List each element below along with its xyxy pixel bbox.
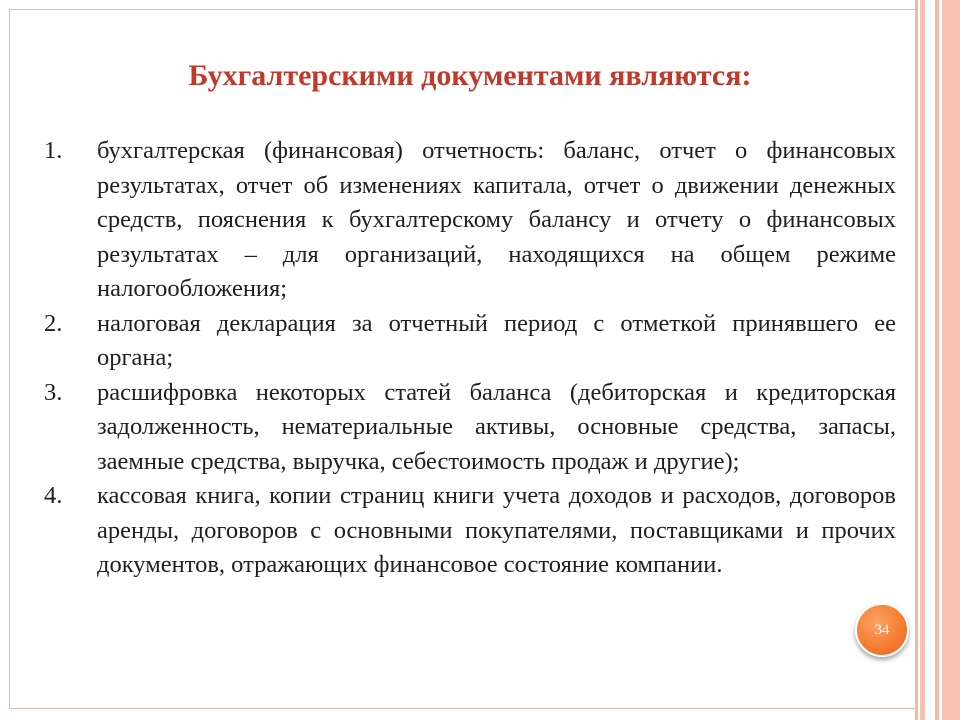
- list-item-text: бухгалтерская (финансовая) отчетность: баланс, отчет о финансовых результатах, отчет об изменениях капитала, отчет о движении денежных средств, пояснения к бухгалтерскому балансу и отчету о финансовых результатах – для организаций, находящихся на общем режиме налогообложения;: [97, 137, 896, 302]
- page-number-badge: 34: [855, 603, 909, 657]
- list-item-text: кассовая книга, копии страниц книги учета доходов и расходов, договоров аренды, договоров с основными покупателями, поставщиками и прочих документов, отражающих финансовое состояние компании.: [97, 482, 896, 578]
- stripe-gap: [925, 0, 935, 720]
- decorative-stripes: [915, 0, 960, 720]
- stripe: [942, 0, 960, 720]
- list-item: [44, 134, 896, 307]
- list-item-number: 1.: [44, 137, 63, 164]
- list-item-number: 3.: [44, 378, 63, 406]
- list-item: [44, 479, 896, 583]
- documents-list: [44, 134, 896, 583]
- list-item-number: 2.: [44, 309, 63, 337]
- list-item-text: налоговая декларация за отчетный период с отметкой принявшего ее органа;: [97, 309, 896, 371]
- slide-title: Бухгалтерскими документами являются:: [188, 59, 752, 92]
- list-item: [44, 376, 896, 480]
- list-item-number: 4.: [44, 482, 63, 509]
- list-item: [44, 307, 896, 376]
- list-item-text: расшифровка некоторых статей баланса (дебиторская и кредиторская задолженность, нематериальные активы, основные средства, запасы, заемные средства, выручка, себестоимость продаж и другие);: [97, 378, 896, 475]
